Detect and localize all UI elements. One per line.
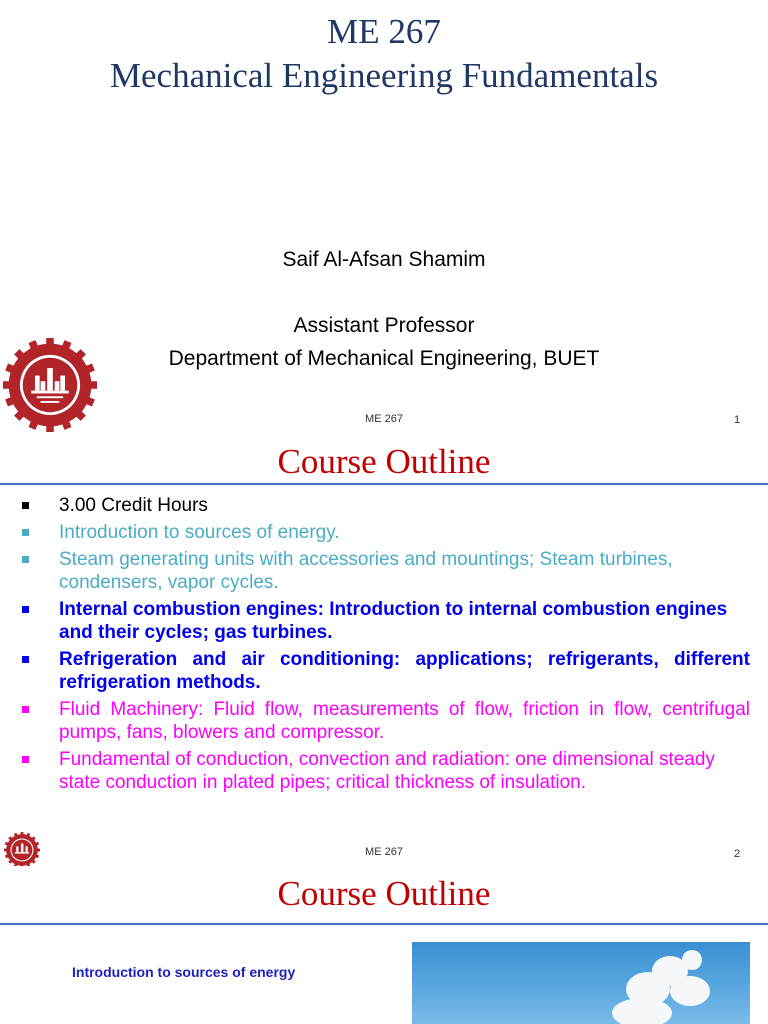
slide-number: 1 [734,414,741,426]
bullet-text: Internal combustion engines: Introduction to internal combustion engines and their cycles; gas turbines. [59,599,728,643]
slide-1 [0,0,768,432]
bullet-text: Introduction to sources of energy. [59,522,340,543]
footer-label: ME 267 [365,413,403,425]
title-divider [0,483,768,485]
bullet-item [20,698,750,744]
course-code: ME 267 [327,12,441,51]
slide-title: Course Outline [277,442,491,481]
footer-label: ME 267 [365,846,403,858]
square-bullet-icon [22,656,29,663]
bullet-text: Steam generating units with accessories and mountings; Steam turbines, condensers, vapor cycles. [59,549,673,593]
bullet-item [20,521,750,544]
square-bullet-icon [22,556,29,563]
square-bullet-icon [22,502,29,509]
title-divider [0,923,768,925]
slide-number: 2 [734,848,741,860]
section-subtitle: Introduction to sources of energy [72,964,296,980]
bullet-text: 3.00 Credit Hours [59,495,208,516]
bullet-item [20,548,750,594]
instructor-name: Saif Al-Afsan Shamim [282,248,486,271]
department-name: Department of Mechanical Engineering, BUET [168,347,600,370]
square-bullet-icon [22,756,29,763]
instructor-position: Assistant Professor [293,314,475,337]
slide-2 [0,432,768,866]
square-bullet-icon [22,706,29,713]
bullet-item [20,748,750,794]
bullet-item [20,648,750,694]
bullet-item [20,494,750,517]
square-bullet-icon [22,606,29,613]
slide-3 [0,866,768,1024]
outline-bullet-list [20,494,750,798]
slide-title: Course Outline [277,874,491,913]
bullet-text: Fluid Machinery: Fluid flow, measurements of flow, friction in flow, centrifugal pumps, fans, blowers and compressor. [59,699,750,743]
sky-photo [412,942,750,1024]
square-bullet-icon [22,529,29,536]
bullet-item [20,598,750,644]
bullet-text: Refrigeration and air conditioning: applications; refrigerants, different refrigeration methods. [59,649,750,693]
bullet-text: Fundamental of conduction, convection and radiation: one dimensional steady state conduction in plated pipes; critical thickness of insulation. [59,749,715,793]
course-title: Mechanical Engineering Fundamentals [109,56,659,95]
